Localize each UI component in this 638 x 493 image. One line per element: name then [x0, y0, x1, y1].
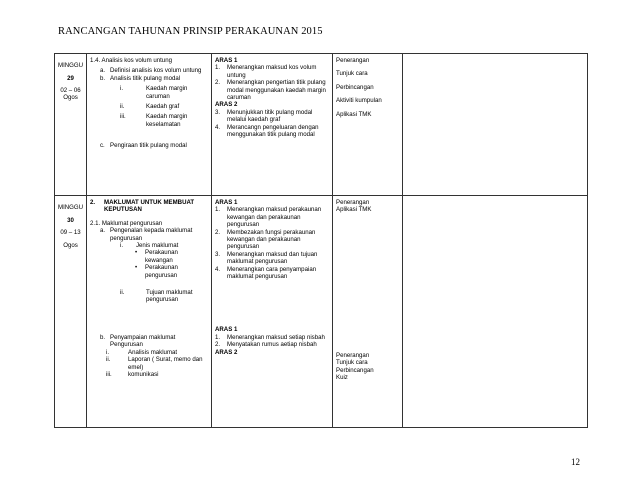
table-row-week-30: [55, 196, 588, 428]
week-cell: [55, 54, 87, 196]
list-item: 3. Menunjukkan titik pulang modal melalui kaedah graf: [215, 108, 313, 124]
activity-item: Penerangan: [336, 351, 370, 359]
list-item: b. Penyampaian maklumat Pengurusan: [100, 333, 176, 349]
topic-heading: 1.4. Analisis kos volum untung: [90, 57, 172, 64]
activity-item: Aktiviti kumpulan: [336, 97, 382, 105]
week-label: MINGGU: [58, 62, 84, 69]
content-cell: [87, 196, 212, 428]
notes-cell: [403, 196, 588, 428]
activities-cell: [333, 196, 403, 428]
list-item: i. Analisis maklumat: [106, 348, 178, 356]
activity-item: Aplikasi TMK: [336, 206, 372, 214]
activity-item: Tunjuk cara: [336, 359, 368, 367]
list-item: a. Definisi analisis kos volum untung: [100, 67, 202, 75]
activity-item: Penerangan: [336, 199, 370, 206]
week-label: MINGGU: [58, 204, 84, 211]
list-item: 1. Menerangkan maksud kos volum untung: [215, 64, 317, 79]
objectives-cell: [212, 54, 333, 196]
list-item: 2. Menyatakan rumus aetiap nisbah: [215, 341, 317, 349]
activity-item: Penerangan: [336, 57, 370, 64]
annual-plan-table: [54, 53, 588, 428]
week-dates: 02 – 06: [60, 86, 81, 94]
list-item: 2. Menerangkan pengertian titik pulang modal menggunakan kaedah margin caruman: [215, 79, 326, 102]
list-item: ii. Laporan ( Surat, memo dan emel): [106, 356, 203, 371]
level-heading: ARAS 1: [215, 199, 238, 206]
document-title: RANCANGAN TAHUNAN PRINSIP PERAKAUNAN 2015: [58, 26, 323, 37]
page-number: 12: [571, 457, 580, 467]
week-dates: 09 – 13: [60, 228, 81, 236]
list-item: b. Analisis titik pulang modal: [100, 74, 181, 82]
objectives-cell: [212, 196, 333, 428]
bullet-icon: •: [135, 249, 138, 257]
list-item: i. Kaedah margin caruman: [120, 85, 188, 100]
week-number: 30: [67, 217, 74, 225]
list-item: iii. Kaedah margin keselamatan: [120, 113, 188, 128]
list-item: ii. Tujuan maklumat pengurusan: [120, 289, 193, 304]
level-heading: ARAS 2: [215, 101, 238, 109]
list-item: ii. Kaedah graf: [120, 103, 180, 111]
activity-item: Aplikasi TMK: [336, 110, 372, 118]
level-heading: ARAS 2: [215, 348, 238, 356]
list-item: 1. Menerangkan maksud perakaunan kewangan dan perakaunan pengurusan: [215, 206, 322, 229]
level-heading: ARAS 1: [215, 326, 238, 334]
topic-heading: 2. MAKLUMAT UNTUK MEMBUAT KEPUTUSAN: [90, 199, 195, 214]
list-item: iii. komunikasi: [106, 370, 159, 378]
list-item: c. Pengiraan titik pulang modal: [100, 142, 187, 150]
list-item: a. Pengenalan kepada maklumat pengurusan: [100, 227, 193, 242]
level-heading: ARAS 1: [215, 57, 238, 64]
week-cell: [55, 196, 87, 428]
list-item: • Perakaunan pengurusan: [135, 264, 178, 279]
activity-item: Tunjuk cara: [336, 70, 368, 78]
content-cell: [87, 54, 212, 196]
list-item: i. Jenis maklumat: [120, 242, 179, 250]
subtopic-heading: 2.1. Maklumat pengurusan: [90, 219, 163, 227]
notes-cell: [403, 54, 588, 196]
week-month: Ogos: [63, 94, 78, 102]
activity-item: Perbincangan: [336, 366, 374, 374]
list-item: 2. Membezakan fungsi perakaunan kewangan dan perakaunan pengurusan: [215, 228, 316, 251]
week-month: Ogos: [63, 242, 78, 250]
list-item: 4. Merancangn pengeluaran dengan menggunakan titik pulang modal: [215, 123, 319, 139]
activities-cell: [333, 54, 403, 196]
activity-item: Perbincangan: [336, 83, 374, 91]
bullet-icon: •: [135, 264, 138, 272]
activity-item: Kuiz: [336, 374, 348, 382]
week-number: 29: [67, 75, 74, 83]
list-item: 3. Menerangkan maksud dan tujuan maklumat pengurusan: [215, 250, 318, 266]
list-item: 1. Menerangkan maksud setiap nisbah: [215, 333, 325, 341]
table-row-week-29: [55, 54, 588, 196]
list-item: • Perakaunan kewangan: [135, 249, 178, 264]
list-item: 4. Menerangkan cara penyampaian maklumat pengurusan: [215, 265, 317, 281]
